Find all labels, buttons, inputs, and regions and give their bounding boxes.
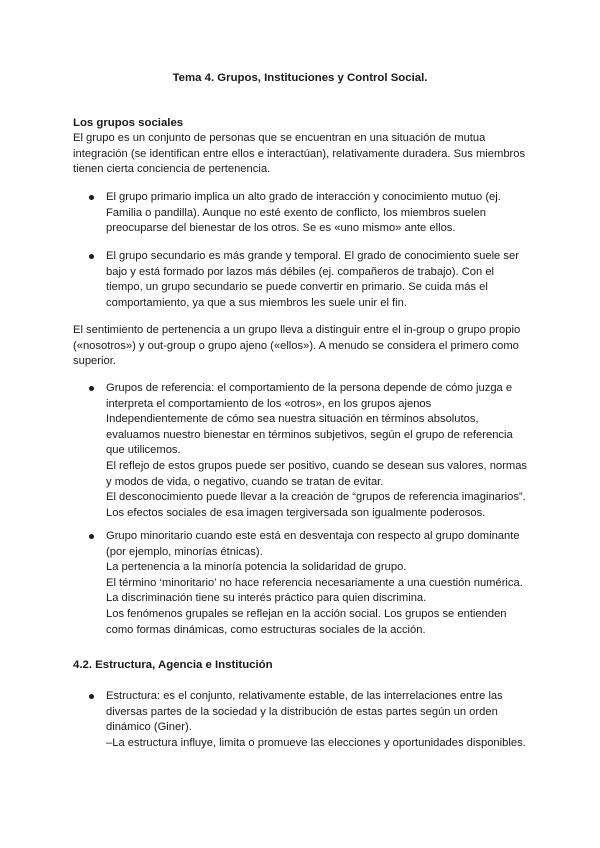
section-heading-grupos-sociales: Los grupos sociales	[73, 117, 184, 129]
text-line: interpreta el comportamiento de los «otros», en los grupos ajenos	[106, 397, 432, 410]
text-line: La pertenencia a la minoría potencia la solidaridad de grupo.	[106, 561, 407, 574]
text-line: El reflejo de estos grupos puede ser positivo, cuando se desean sus valores, normas	[106, 459, 528, 472]
bullet-dot	[89, 534, 94, 539]
text-line: tienen cierta conciencia de pertenencia.	[73, 163, 271, 176]
text-line: como formas dinámicas, como estructuras sociales de la acción.	[106, 623, 426, 636]
text-line: Estructura: es el conjunto, relativamente estable, de las interrelaciones entre las	[106, 690, 503, 702]
text-line: El término ‘minoritario’ no hace referencia necesariamente a una cuestión numérica.	[106, 576, 523, 589]
text-line: El desconocimiento puede llevar a la creación de “grupos de referencia imaginarios”.	[106, 491, 526, 504]
text-line: preocuparse del bienestar de los otros. Se es «uno mismo» ante ellos.	[106, 222, 456, 235]
text-line: Independientemente de cómo sea nuestra situación en términos absolutos,	[106, 413, 479, 426]
intro-paragraph	[73, 131, 535, 178]
text-line: que utilicemos.	[106, 444, 181, 457]
bullet-dot	[89, 195, 94, 200]
text-line: El grupo primario implica un alto grado de interacción y conocimiento mutuo (ej.	[106, 191, 501, 203]
text-line: integración (se identifican entre ellos e interactúan), relativamente duradera. Sus miembros	[73, 147, 526, 160]
text-line: El grupo es un conjunto de personas que se encuentran en una situación de mutua	[73, 132, 486, 144]
text-line: comportamiento, ya que a sus miembros les suele unir el fin.	[106, 296, 407, 309]
bullet-text	[106, 249, 536, 311]
text-line: La discriminación tiene su interés práctico para quien discrimina.	[106, 592, 427, 605]
text-line: El sentimiento de pertenencia a un grupo lleva a distinguir entre el in-group o grupo propio	[73, 324, 521, 336]
section-heading-estructura: 4.2. Estructura, Agencia e Institución	[73, 659, 273, 671]
text-line: (por ejemplo, minorías étnicas).	[106, 545, 263, 558]
text-line: diversas partes de la sociedad y la distribución de estas partes según un orden	[106, 705, 498, 718]
text-line: Los efectos sociales de esa imagen tergiversada son igualmente poderosos.	[106, 506, 486, 519]
bullet-text	[106, 529, 536, 638]
text-line: tiempo, un grupo secundario se puede convertir en primario. Se cuida más el	[106, 281, 488, 294]
text-line: bajo y está formado por lazos más débiles (ej. compañeros de trabajo). Con el	[106, 265, 495, 278]
text-line: –La estructura influye, limita o promueve las elecciones y oportunidades disponibles.	[106, 736, 526, 749]
text-line: Grupos de referencia: el comportamiento de la persona depende de cómo juzga e	[106, 382, 513, 394]
text-line: Familia o pandilla). Aunque no esté exento de conflicto, los miembros suelen	[106, 206, 486, 219]
document-title: Tema 4. Grupos, Instituciones y Control Social.	[172, 72, 428, 84]
text-line: El grupo secundario es más grande y temporal. El grado de conocimiento suele ser	[106, 250, 519, 262]
bullet-dot	[89, 694, 94, 699]
text-line: evaluamos nuestro bienestar en términos subjetivos, según el grupo de referencia	[106, 428, 513, 441]
text-line: Grupo minoritario cuando este está en desventaja con respecto al grupo dominante	[106, 530, 520, 542]
text-line: dinámico (Giner).	[106, 721, 192, 734]
text-line: Los fenómenos grupales se reflejan en la acción social. Los grupos se entienden	[106, 607, 507, 620]
text-line: superior.	[73, 355, 116, 368]
bullet-dot	[89, 254, 94, 259]
bullet-text	[106, 689, 536, 751]
bullet-text	[106, 381, 536, 521]
text-line: («nosotros») y out-group o grupo ajeno («ellos»). A menudo se considera el primero como	[73, 339, 519, 352]
text-line: y modos de vida, o negativo, cuando se tratan de evitar.	[106, 475, 384, 488]
bullet-dot	[89, 386, 94, 391]
bullet-text	[106, 190, 536, 237]
pertenencia-paragraph	[73, 323, 535, 370]
